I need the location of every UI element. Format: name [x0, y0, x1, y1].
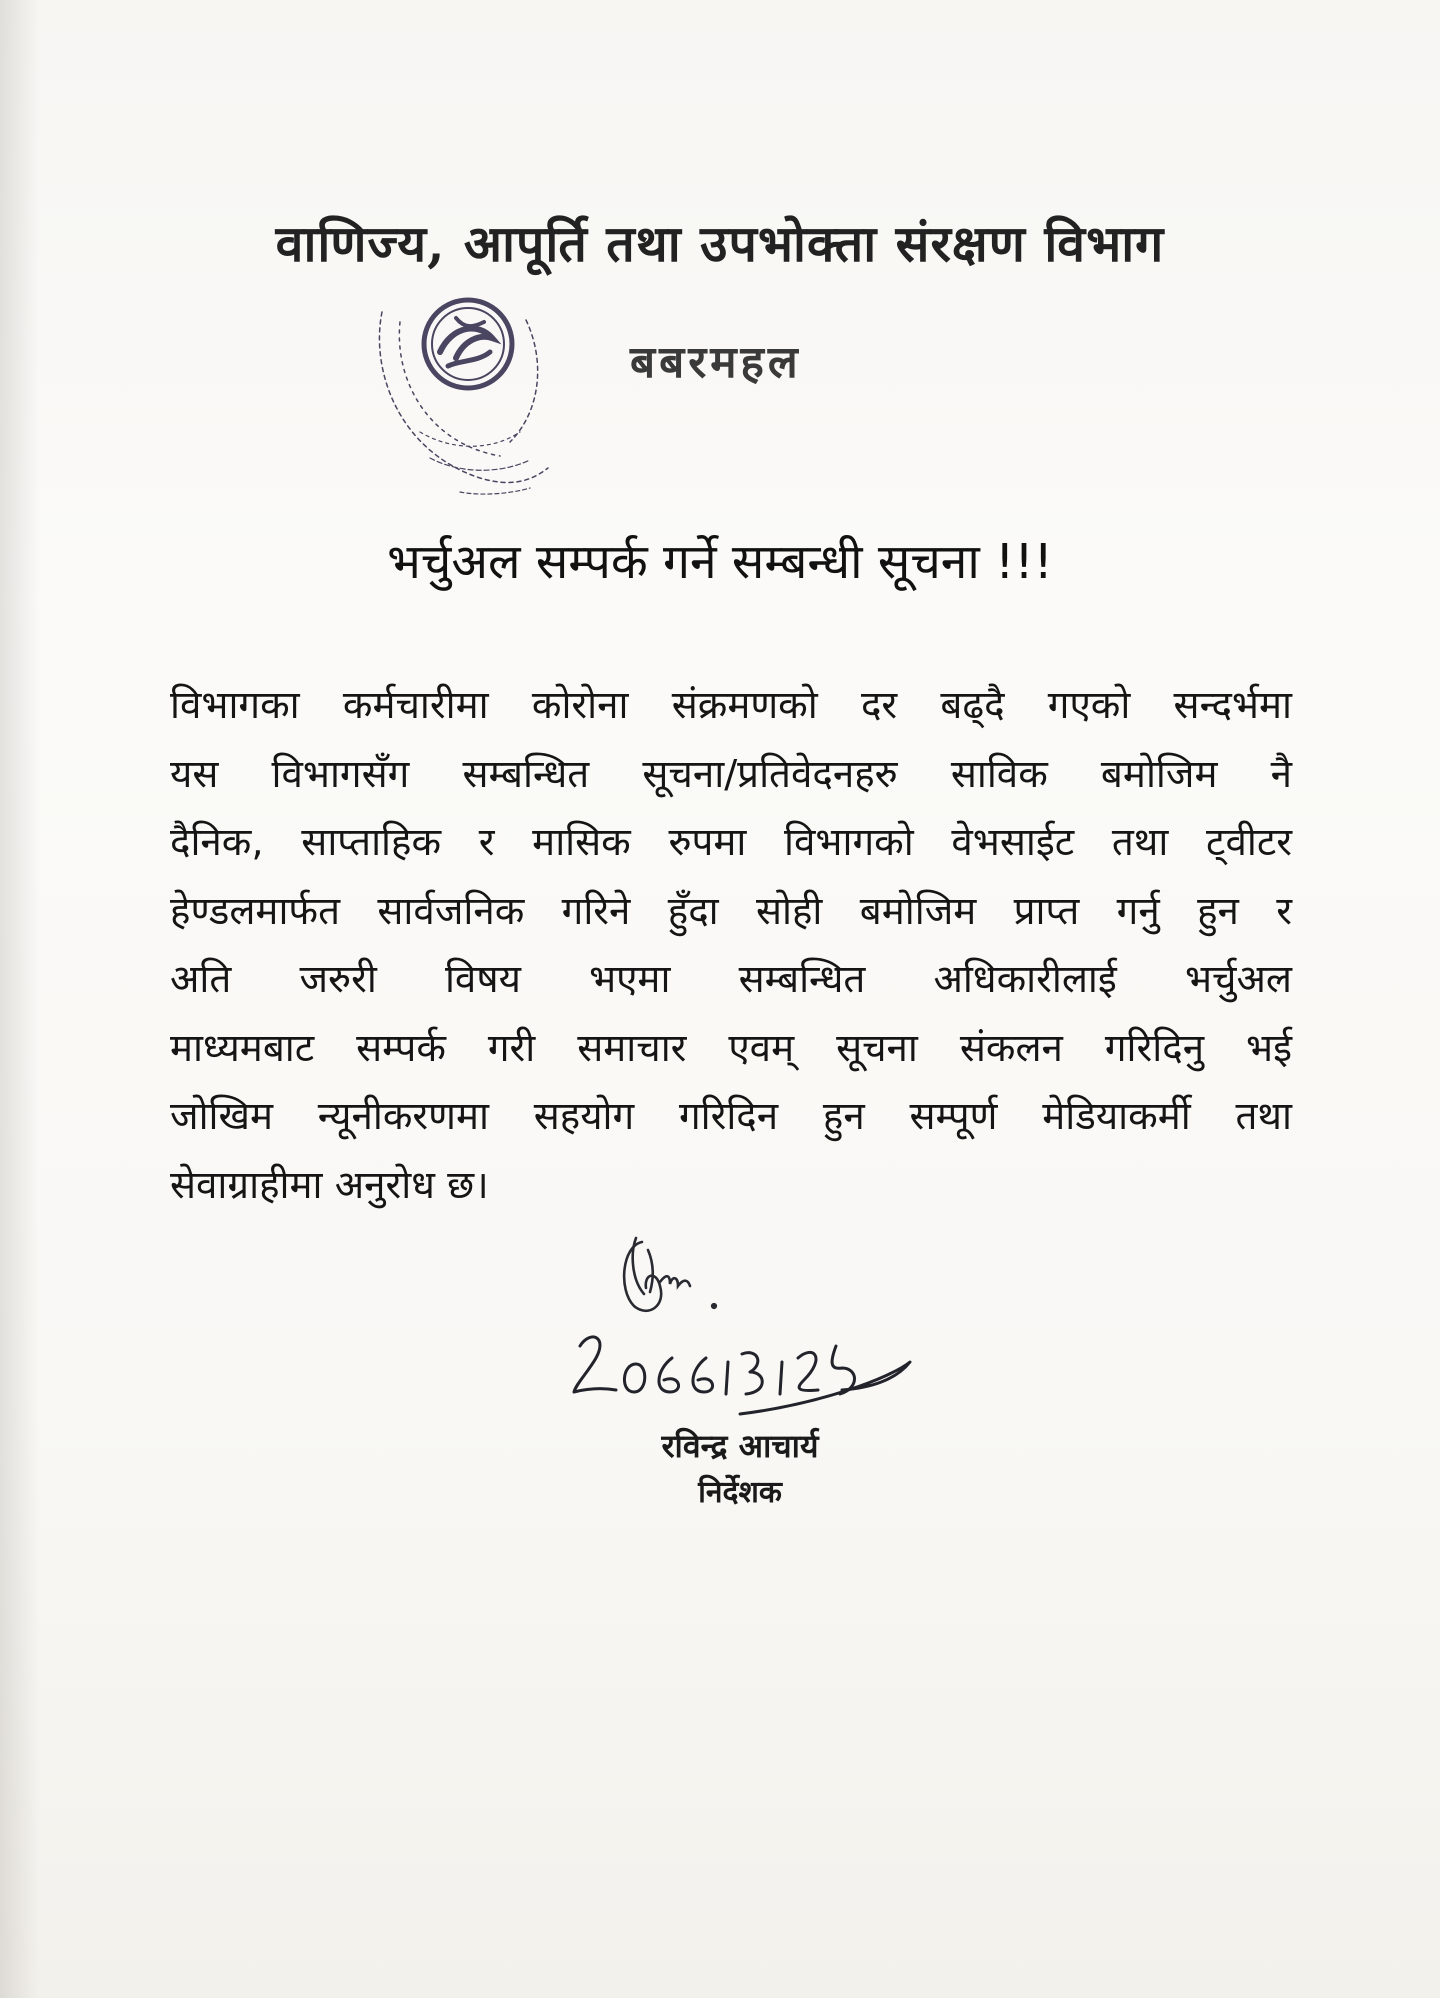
signatory-name: रविन्द्र आचार्य — [661, 1427, 819, 1465]
notice-body-line: दैनिक, साप्ताहिक र मासिक रुपमा विभागको वेभसाईट तथा ट्वीटर — [170, 820, 1292, 865]
department-name: वाणिज्य, आपूर्ति तथा उपभोक्ता संरक्षण विभाग — [275, 214, 1165, 273]
initials-signature-icon — [604, 1220, 734, 1330]
department-seal-icon — [360, 282, 590, 512]
notice-body-line: यस विभागसँग सम्बन्धित सूचना/प्रतिवेदनहरु साविक बमोजिम नै — [170, 751, 1292, 797]
handwritten-date-signature — [560, 1318, 920, 1428]
notice-body — [170, 672, 1292, 1220]
notice-body-line: सेवाग्राहीमा अनुरोध छ। — [170, 1162, 489, 1208]
signatory-title: निर्देशक — [698, 1475, 782, 1510]
notice-body-line: हेण्डलमार्फत सार्वजनिक गरिने हुँदा सोही बमोजिम प्राप्त गर्नु हुन र — [170, 888, 1292, 934]
department-location: बबरमहल — [630, 337, 802, 388]
notice-body-line: विभागका कर्मचारीमा कोरोना संक्रमणको दर बढ्दै गएको सन्दर्भमा — [170, 683, 1292, 728]
notice-body-line: जोखिम न्यूनीकरणमा सहयोग गरिदिन हुन सम्पूर्ण मेडियाकर्मी तथा — [170, 1094, 1292, 1139]
page-edge-shadow — [0, 0, 40, 1998]
notice-body-line: माध्यमबाट सम्पर्क गरी समाचार एवम् सूचना संकलन गरिदिनु भई — [170, 1025, 1292, 1071]
notice-title: भर्चुअल सम्पर्क गर्ने सम्बन्धी सूचना !!! — [387, 534, 1053, 590]
notice-body-line: अति जरुरी विषय भएमा सम्बन्धित अधिकारीलाई भर्चुअल — [170, 957, 1292, 1002]
